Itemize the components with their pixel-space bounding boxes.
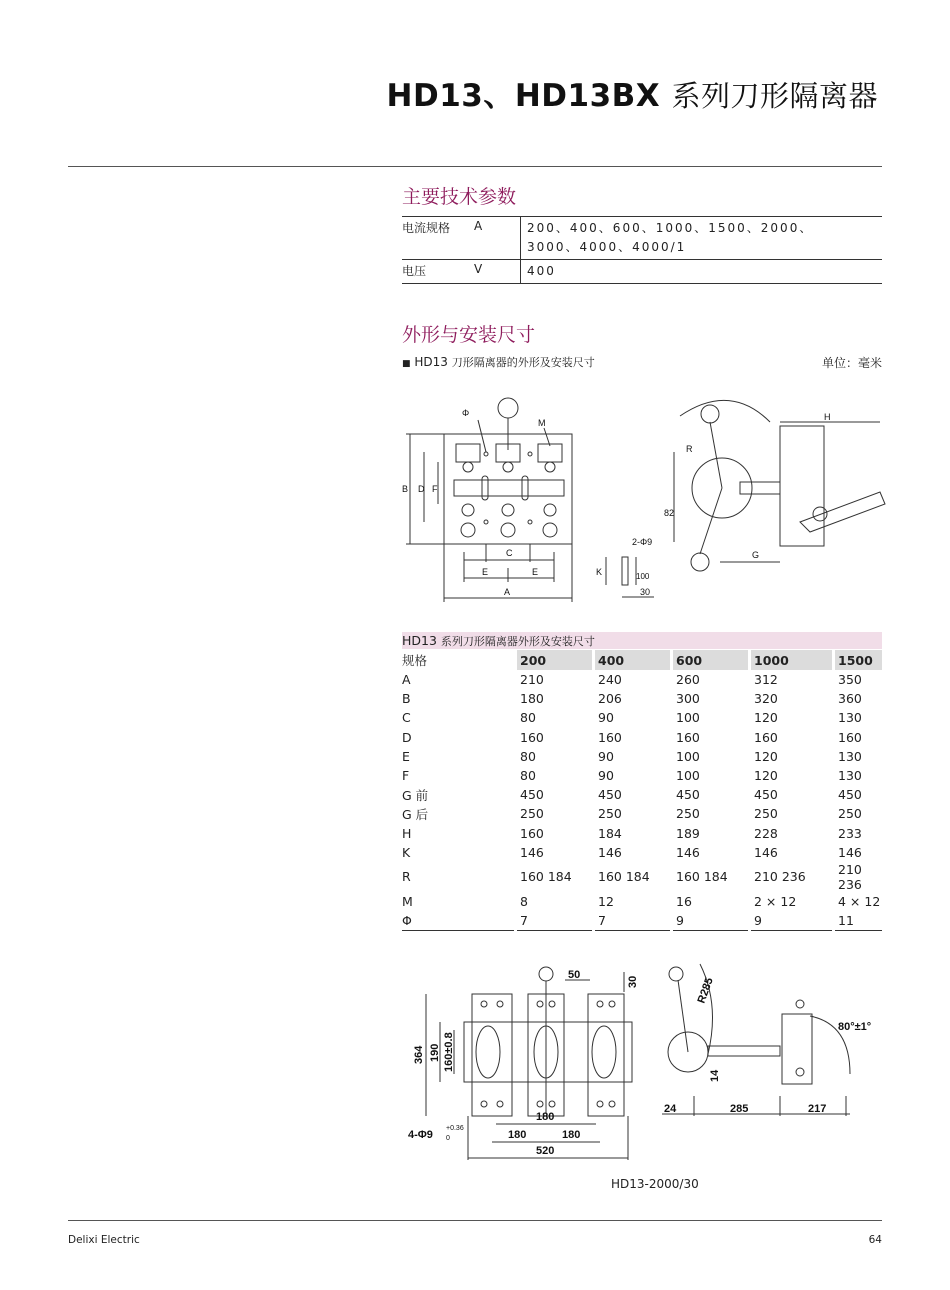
label-e2: E: [532, 567, 539, 577]
label-d: D: [418, 484, 425, 494]
label-520: 520: [536, 1145, 555, 1157]
dims-row-label: G 前: [402, 787, 429, 803]
dims-cell: 160: [520, 825, 544, 841]
label-24: 24: [664, 1103, 677, 1115]
dims-cell: 160: [676, 729, 700, 745]
label-a: A: [504, 587, 511, 597]
specs-row: [402, 260, 882, 284]
dims-header-cell: 1500: [834, 650, 883, 670]
dims-cell: 7: [516, 911, 594, 931]
dims-cell: 210: [520, 672, 544, 688]
dims-cell: 120: [754, 710, 778, 726]
label-190: 190: [429, 1043, 441, 1062]
table-row: [402, 670, 882, 689]
dims-cell: 350: [838, 672, 862, 688]
footer-company: Delixi Electric: [68, 1234, 140, 1246]
base-detail-drawing: [592, 535, 662, 605]
dims-cell: 9: [750, 911, 834, 931]
label-r: R: [686, 444, 693, 454]
specs-row: [402, 217, 882, 260]
spec-value-line: 200、400、600、1000、1500、2000、: [527, 221, 814, 235]
label-82: 82: [664, 508, 675, 518]
dims-row-label: Φ: [402, 911, 516, 931]
dims-table: [402, 650, 882, 931]
dims-cell: 450: [598, 787, 622, 803]
dims-cell: 160: [838, 729, 862, 745]
dims-cell: 120: [754, 748, 778, 764]
dims-cell: 100: [676, 768, 700, 784]
dims-cell: 16: [676, 893, 692, 909]
dims-cell: 300: [676, 691, 700, 707]
bullet-icon: ■: [402, 359, 411, 369]
dims-cell: 240: [598, 672, 622, 688]
dims-cell: 210 236: [754, 869, 806, 885]
dims-cell: 320: [754, 691, 778, 707]
spec-label: 电流规格: [402, 221, 451, 235]
table-row: [402, 747, 882, 766]
dims-row-label: G 后: [402, 806, 429, 822]
label-285: 285: [730, 1103, 749, 1115]
dims-cell: 4 × 12: [838, 893, 881, 909]
dims-cell: 100: [676, 748, 700, 764]
table-row: [402, 843, 882, 862]
label-k: K: [596, 567, 603, 577]
label-tol0: 0: [446, 1135, 450, 1142]
dims-cell: 146: [598, 844, 622, 860]
dims-cell: 90: [598, 768, 614, 784]
label-angle: 80°±1°: [838, 1021, 872, 1033]
label-180a: 180: [536, 1111, 555, 1123]
dims-cell: 312: [754, 672, 778, 688]
dims-cell: 184: [598, 825, 622, 841]
dims-row-label: M: [402, 893, 413, 909]
spec-unit: A: [474, 219, 483, 233]
dims-cell: 250: [754, 806, 778, 822]
dims-table-title: [402, 632, 882, 649]
label-m: M: [538, 418, 546, 428]
label-364: 364: [413, 1045, 425, 1064]
section-heading-dimensions: 外形与安装尺寸: [402, 324, 536, 346]
dims-cell: 11: [834, 911, 883, 931]
dims-cell: 250: [838, 806, 862, 822]
dims-cell: 160 184: [598, 869, 650, 885]
dims-cell: 450: [754, 787, 778, 803]
dims-cell: 250: [598, 806, 622, 822]
dims-cell: 12: [598, 893, 614, 909]
footer-page-number: 64: [868, 1234, 882, 1246]
dims-row-label: F: [402, 768, 410, 784]
dims-cell: 250: [676, 806, 700, 822]
dims-cell: 450: [676, 787, 700, 803]
dims-cell: 130: [838, 748, 862, 764]
label-180c: 180: [562, 1129, 581, 1141]
dims-cell: 2 × 12: [754, 893, 797, 909]
dims-cell: 80: [520, 710, 536, 726]
dims-header-cell: 600: [672, 650, 750, 670]
table-row: [402, 804, 882, 823]
dims-header-cell: 规格: [402, 650, 516, 670]
top-divider: [68, 166, 882, 167]
dims-cell: 80: [520, 748, 536, 764]
dims-cell: 80: [520, 768, 536, 784]
front-view-drawing: [398, 392, 588, 607]
dims-row-label: C: [402, 710, 411, 726]
table-row: [402, 862, 882, 892]
spec-value-line: 400: [527, 264, 556, 278]
dims-cell: 450: [520, 787, 544, 803]
dims-row-label: D: [402, 729, 412, 745]
dims-cell: 180: [520, 691, 544, 707]
dims-row-label: E: [402, 748, 410, 764]
hd13-2000-front-drawing: [400, 964, 650, 1164]
label-180b: 180: [508, 1129, 527, 1141]
dims-header-cell: 400: [594, 650, 672, 670]
table-row: [402, 911, 882, 931]
label-160: 160±0.8: [443, 1032, 455, 1072]
label-14: 14: [709, 1069, 721, 1082]
dims-cell: 160 184: [520, 869, 572, 885]
table-row: [402, 728, 882, 747]
dims-cell: 9: [672, 911, 750, 931]
dims-cell: 146: [676, 844, 700, 860]
dims-title-model: HD13: [402, 633, 437, 648]
label-100: 100: [636, 572, 650, 581]
dims-row-label: H: [402, 825, 412, 841]
label-50: 50: [568, 969, 581, 981]
label-h: H: [824, 412, 831, 422]
label-hole: 2-Φ9: [632, 537, 653, 547]
dims-cell: 250: [520, 806, 544, 822]
label-r285: R285: [695, 976, 716, 1006]
bottom-divider: [68, 1220, 882, 1221]
dims-cell: 160: [598, 729, 622, 745]
dims-cell: 160: [754, 729, 778, 745]
dims-cell: 228: [754, 825, 778, 841]
dims-cell: 90: [598, 748, 614, 764]
dims-row-label: K: [402, 844, 411, 860]
caption-text: 刀形隔离器的外形及安装尺寸: [451, 356, 595, 369]
dims-cell: 160 184: [676, 869, 728, 885]
dims-header-row: [402, 650, 882, 670]
dims-cell: 189: [676, 825, 700, 841]
dims-row-label: B: [402, 691, 411, 707]
spec-value: [521, 217, 883, 260]
label-30b: 30: [627, 975, 639, 988]
table-row: [402, 892, 882, 911]
label-b: B: [402, 484, 409, 494]
label-g: G: [752, 550, 760, 560]
spec-unit: V: [474, 262, 483, 276]
title-name: 系列刀形隔离器: [671, 79, 878, 113]
table-row: [402, 708, 882, 727]
dims-cell: 7: [594, 911, 672, 931]
label-tol: +0.36: [446, 1125, 464, 1132]
specs-table: [402, 216, 882, 284]
label-c: C: [506, 548, 513, 558]
title-model: HD13、HD13BX: [386, 78, 661, 114]
dims-cell: 160: [520, 729, 544, 745]
table-row: [402, 766, 882, 785]
spec-label: 电压: [402, 264, 427, 278]
dims-cell: 210 236: [838, 861, 862, 892]
dims-body: [402, 670, 882, 931]
dims-row-label: R: [402, 869, 411, 885]
spec-value-line: 3000、4000、4000/1: [527, 240, 687, 254]
spec-value: [521, 260, 883, 284]
page-title: [387, 70, 878, 115]
dims-cell: 146: [520, 844, 544, 860]
dims-cell: 206: [598, 691, 622, 707]
dims-title-text: 系列刀形隔离器外形及安装尺寸: [440, 635, 595, 648]
dims-header-cell: 200: [516, 650, 594, 670]
dims-cell: 8: [520, 893, 528, 909]
table-row: [402, 824, 882, 843]
dims-header-cell: 1000: [750, 650, 834, 670]
dims-cell: 90: [598, 710, 614, 726]
section-heading-specs: 主要技术参数: [402, 186, 517, 208]
label-phi: Φ: [462, 408, 470, 418]
dims-cell: 233: [838, 825, 862, 841]
label-e1: E: [482, 567, 489, 577]
label-holes: 4-Φ9: [408, 1129, 433, 1141]
figure-caption: [402, 354, 595, 370]
dims-cell: 130: [838, 768, 862, 784]
hd13-2000-side-drawing: [660, 964, 885, 1124]
table-row: [402, 689, 882, 708]
dims-cell: 146: [838, 844, 862, 860]
label-30: 30: [640, 587, 651, 597]
dims-cell: 120: [754, 768, 778, 784]
dims-cell: 450: [838, 787, 862, 803]
label-f: F: [432, 484, 438, 494]
dims-cell: 146: [754, 844, 778, 860]
figure2-caption: HD13-2000/30: [611, 1177, 699, 1191]
dims-cell: 360: [838, 691, 862, 707]
dims-cell: 260: [676, 672, 700, 688]
dims-row-label: A: [402, 672, 411, 688]
unit-note: 单位：毫米: [821, 356, 882, 370]
side-view-drawing: [660, 392, 885, 592]
dims-cell: 130: [838, 710, 862, 726]
dims-cell: 100: [676, 710, 700, 726]
caption-model: HD13: [414, 355, 448, 369]
label-217: 217: [808, 1103, 827, 1115]
table-row: [402, 785, 882, 804]
